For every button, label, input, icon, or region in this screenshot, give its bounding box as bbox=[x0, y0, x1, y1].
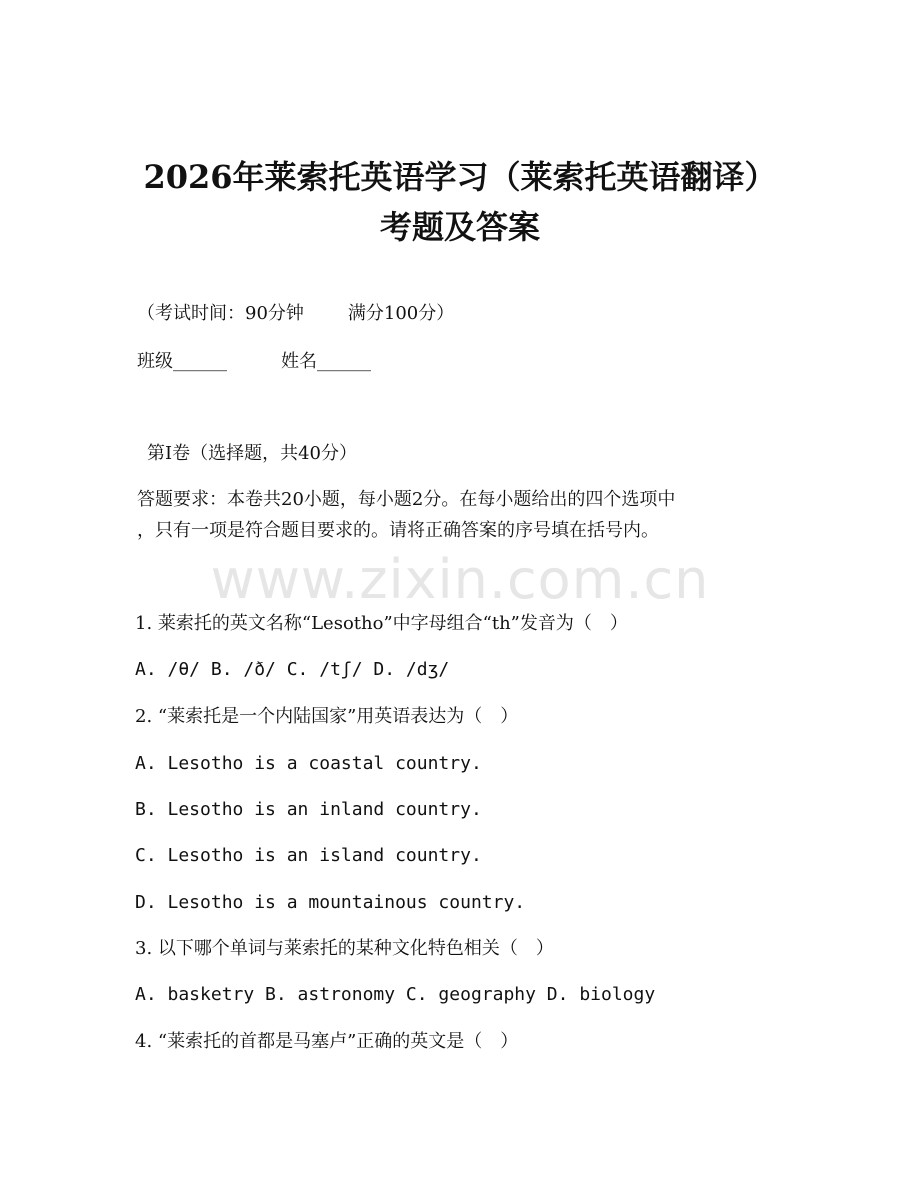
question-2-option-c: C. Lesotho is an island country. bbox=[135, 845, 482, 866]
name-field: 姓名______ bbox=[281, 351, 371, 372]
document-title-line-2: 考题及答案 bbox=[379, 208, 540, 246]
question-2-stem: 2. “莱索托是一个内陆国家”用英语表达为（ ） bbox=[135, 706, 519, 727]
question-4-stem: 4. “莱索托的首都是马塞卢”正确的英文是（ ） bbox=[135, 1031, 519, 1052]
instructions-line-2: ，只有一项是符合题目要求的。请将正确答案的序号填在括号内。 bbox=[137, 520, 659, 541]
exam-time: （考试时间：90分钟 bbox=[137, 303, 304, 324]
exam-score: 满分100分） bbox=[347, 303, 455, 324]
question-3-options: A. basketry B. astronomy C. geography D. biology bbox=[135, 984, 656, 1005]
site-watermark: www.zixin.com.cn bbox=[210, 548, 710, 611]
class-field: 班级______ bbox=[137, 351, 227, 372]
question-1-options: A. /θ/ B. /ð/ C. /tʃ/ D. /dʒ/ bbox=[135, 659, 450, 680]
exam-info bbox=[137, 302, 454, 326]
question-2-option-a: A. Lesotho is a coastal country. bbox=[135, 753, 482, 774]
instructions-line-1: 答题要求：本卷共20小题，每小题2分。在每小题给出的四个选项中 bbox=[137, 489, 676, 510]
document-title-line-1: 2026年莱索托英语学习（莱索托英语翻译） bbox=[143, 158, 777, 196]
question-2-option-b: B. Lesotho is an inland country. bbox=[135, 799, 482, 820]
question-3-stem: 3. 以下哪个单词与莱索托的某种文化特色相关（ ） bbox=[135, 938, 554, 959]
question-2-option-d: D. Lesotho is a mountainous country. bbox=[135, 892, 526, 913]
student-info bbox=[137, 350, 371, 374]
section-heading: 第Ⅰ卷（选择题，共40分） bbox=[147, 443, 358, 464]
question-1-stem: 1. 莱索托的英文名称“Lesotho”中字母组合“th”发音为（ ） bbox=[135, 613, 628, 634]
